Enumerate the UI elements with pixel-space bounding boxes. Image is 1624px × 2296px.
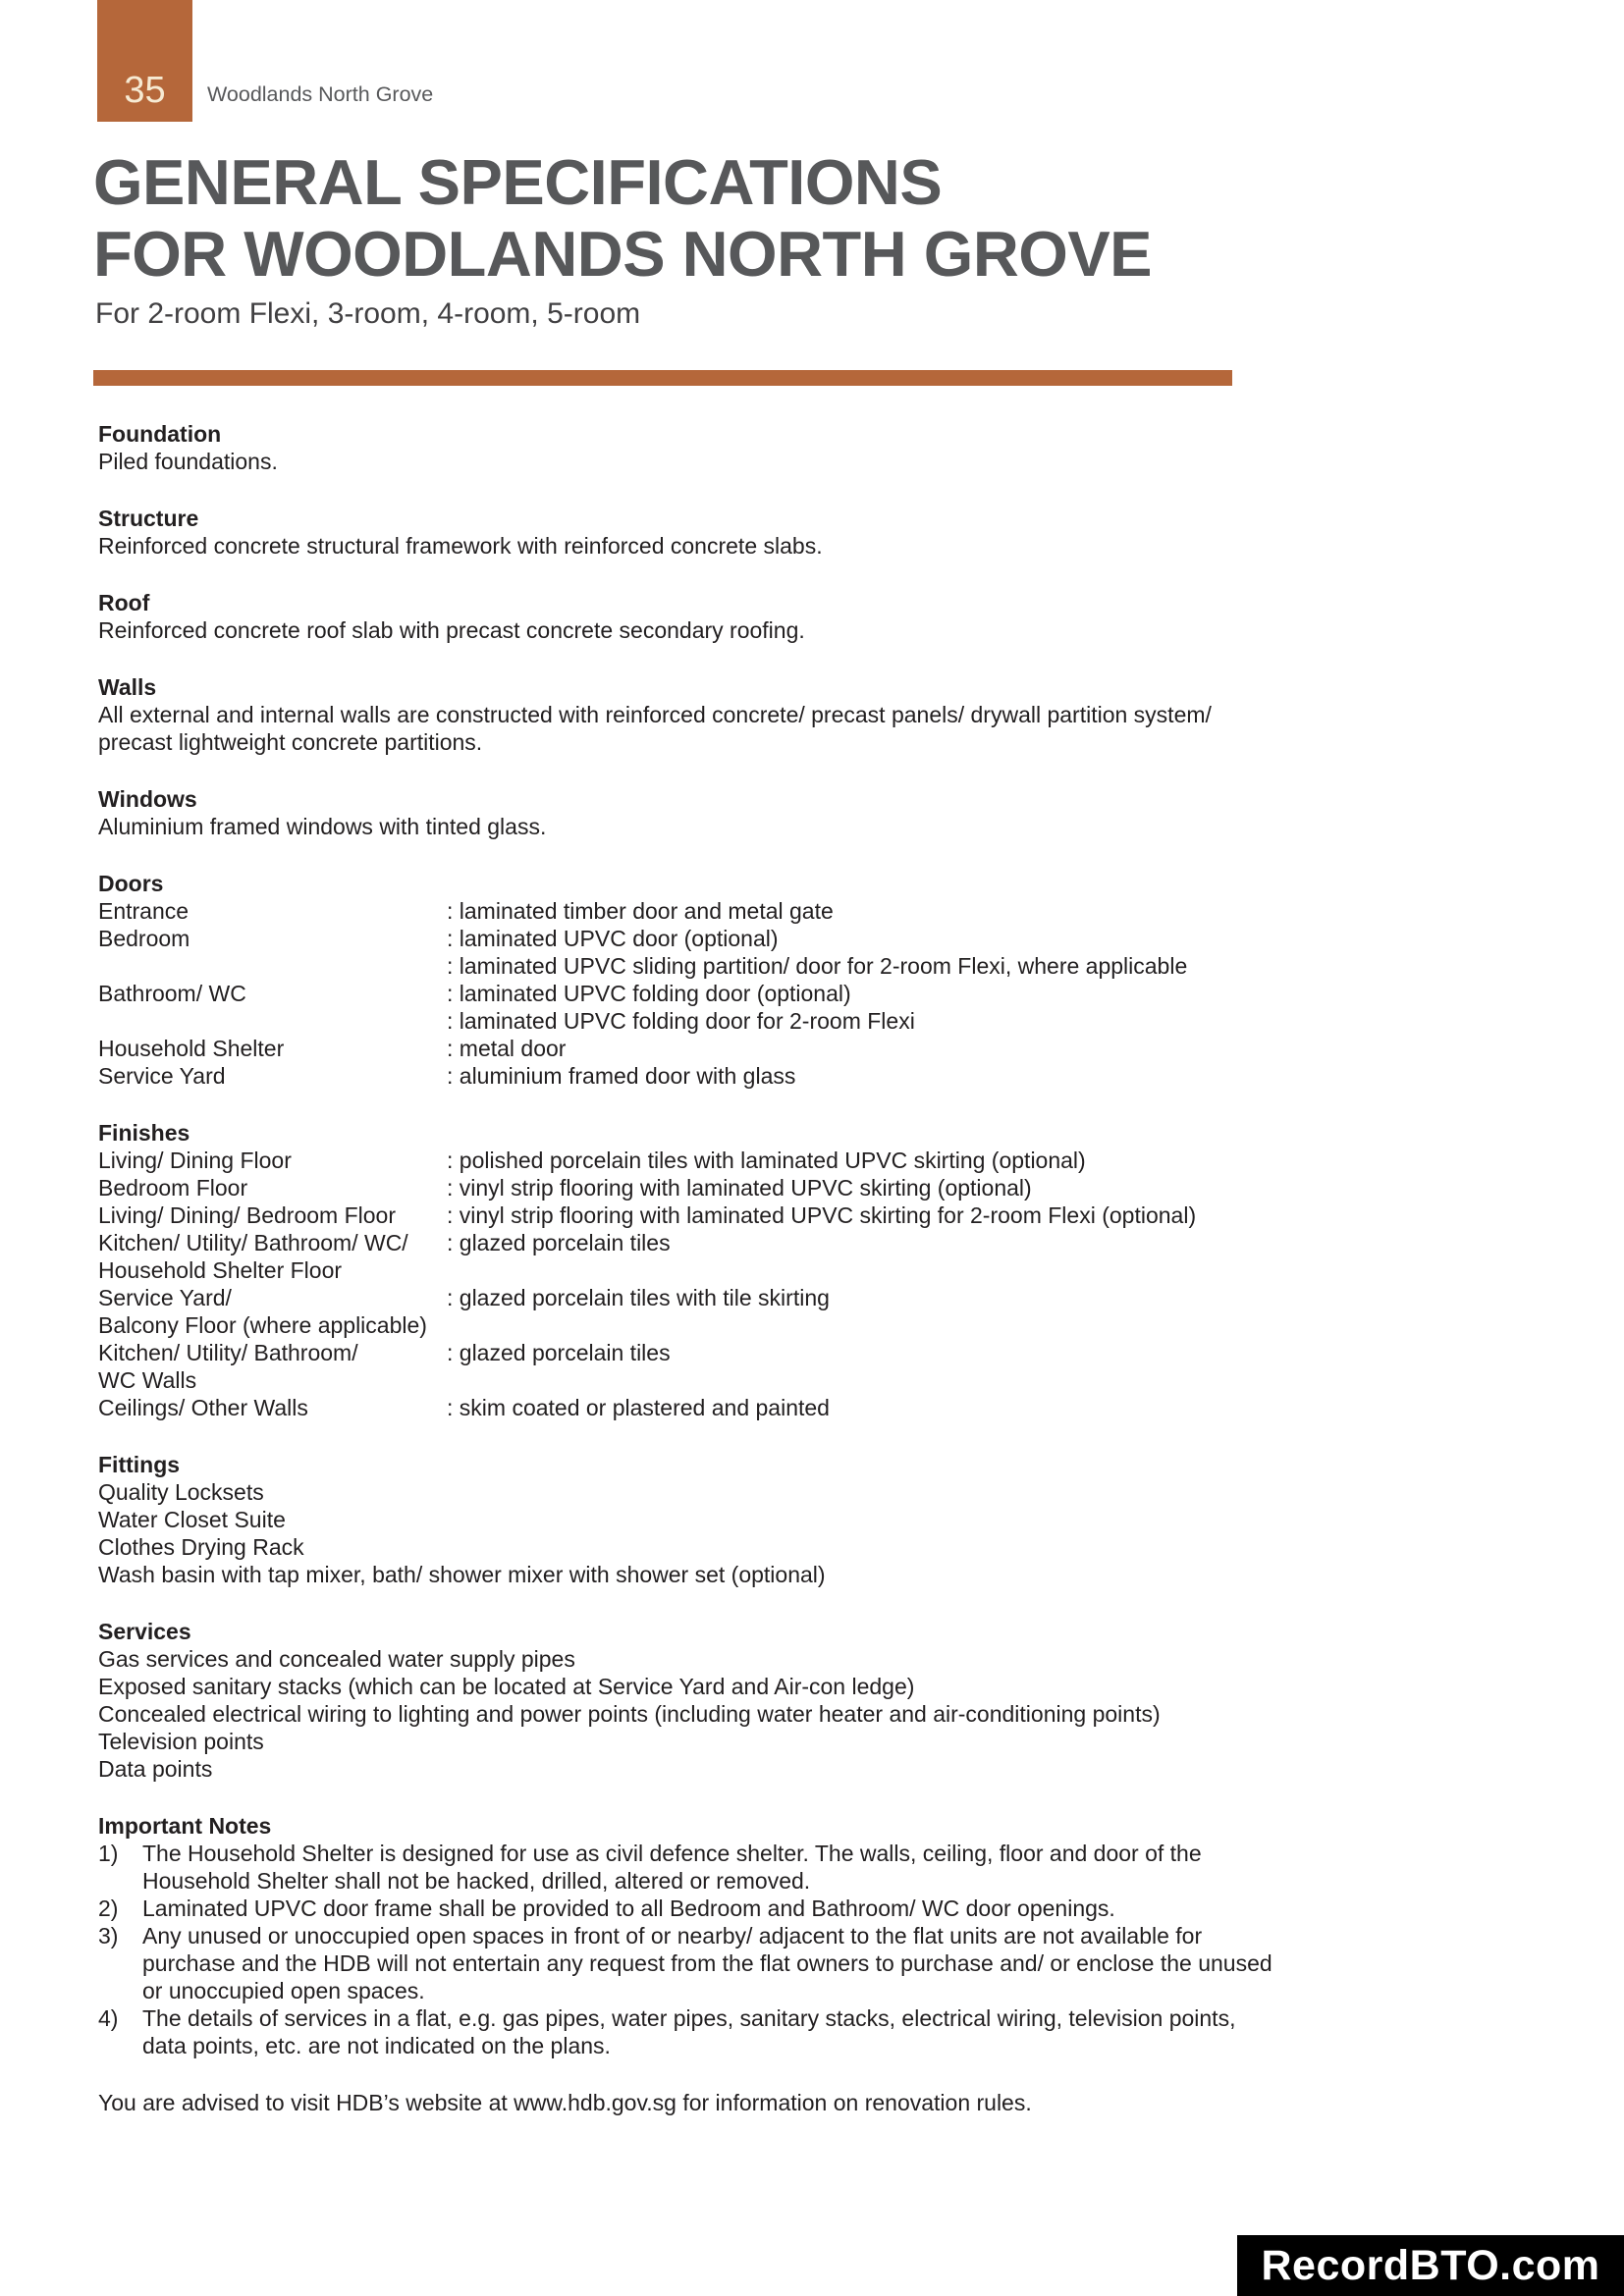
spec-label: Bedroom bbox=[98, 926, 190, 951]
section-heading: Fittings bbox=[98, 1452, 181, 1477]
spec-value: : laminated UPVC door (optional) bbox=[447, 926, 779, 951]
body-line: Exposed sanitary stacks (which can be located at Service Yard and Air-con ledge) bbox=[98, 1674, 915, 1699]
spec-label: Ceilings/ Other Walls bbox=[98, 1395, 308, 1420]
section-heading: Roof bbox=[98, 590, 150, 615]
spec-value: : polished porcelain tiles with laminated UPVC skirting (optional) bbox=[447, 1148, 1086, 1173]
spec-label: Living/ Dining Floor bbox=[98, 1148, 292, 1173]
section-important-notes bbox=[98, 1812, 1386, 2059]
spec-value: : glazed porcelain tiles with tile skirting bbox=[447, 1285, 830, 1310]
note-text bbox=[142, 1840, 1386, 1895]
section-heading: Services bbox=[98, 1619, 191, 1644]
spec-label: Kitchen/ Utility/ Bathroom/ WC/ bbox=[98, 1230, 408, 1255]
body-line: Piled foundations. bbox=[98, 449, 278, 474]
section-heading: Foundation bbox=[98, 421, 222, 447]
spec-value: : glazed porcelain tiles bbox=[447, 1340, 671, 1365]
section-heading: Important Notes bbox=[98, 1813, 272, 1839]
note-text bbox=[142, 1895, 1386, 1922]
note-line: Laminated UPVC door frame shall be provided to all Bedroom and Bathroom/ WC door openings. bbox=[142, 1896, 1115, 1921]
page-subtitle: For 2-room Flexi, 3-room, 4-room, 5-room bbox=[95, 297, 641, 330]
body-line: Clothes Drying Rack bbox=[98, 1534, 304, 1560]
note-text bbox=[142, 1922, 1386, 2004]
page-title-line-1: GENERAL SPECIFICATIONS bbox=[93, 146, 943, 218]
section-heading: Structure bbox=[98, 506, 199, 531]
spec-value: : skim coated or plastered and painted bbox=[447, 1395, 830, 1420]
section-doors bbox=[98, 870, 1386, 1090]
section-foundation bbox=[98, 420, 1386, 475]
spec-value: : laminated UPVC folding door (optional) bbox=[447, 981, 851, 1006]
header-project-name: Woodlands North Grove bbox=[207, 82, 434, 106]
spec-row bbox=[98, 1394, 1386, 1421]
section-finishes bbox=[98, 1119, 1386, 1421]
body-line: Reinforced concrete roof slab with precast concrete secondary roofing. bbox=[98, 617, 805, 643]
spec-label: Household Shelter bbox=[98, 1036, 285, 1061]
note-line: data points, etc. are not indicated on the plans. bbox=[142, 2033, 611, 2058]
spec-row bbox=[98, 1007, 1386, 1035]
section-roof bbox=[98, 589, 1386, 644]
specifications-content bbox=[98, 412, 1386, 2116]
body-line: Aluminium framed windows with tinted glass. bbox=[98, 814, 547, 839]
spec-label bbox=[98, 952, 447, 980]
section-windows bbox=[98, 785, 1386, 840]
note-number: 1) bbox=[98, 1841, 119, 1866]
spec-label: Service Yard bbox=[98, 1063, 226, 1089]
spec-value: : metal door bbox=[447, 1036, 567, 1061]
spec-row bbox=[98, 1311, 1386, 1339]
watermark-text: RecordBTO.com bbox=[1261, 2241, 1600, 2289]
body-line: Wash basin with tap mixer, bath/ shower mixer with shower set (optional) bbox=[98, 1562, 826, 1587]
section-structure bbox=[98, 505, 1386, 560]
section-heading: Walls bbox=[98, 674, 157, 700]
body-line: Television points bbox=[98, 1729, 264, 1754]
spec-row bbox=[98, 1256, 1386, 1284]
body-line: All external and internal walls are constructed with reinforced concrete/ precast panels/ drywall partition system/ bbox=[98, 702, 1212, 727]
body-line: precast lightweight concrete partitions. bbox=[98, 729, 483, 755]
spec-label: Entrance bbox=[98, 898, 189, 924]
note-line: The Household Shelter is designed for use as civil defence shelter. The walls, ceiling, floor and door of the bbox=[142, 1841, 1202, 1866]
spec-row bbox=[98, 925, 1386, 952]
spec-row bbox=[98, 1284, 1386, 1311]
spec-row bbox=[98, 1174, 1386, 1201]
spec-label: Living/ Dining/ Bedroom Floor bbox=[98, 1202, 396, 1228]
important-note bbox=[98, 1922, 1386, 2004]
spec-value bbox=[447, 1366, 1386, 1394]
note-line: or unoccupied open spaces. bbox=[142, 1978, 425, 2003]
note-line: Any unused or unoccupied open spaces in front of or nearby/ adjacent to the flat units are not available for bbox=[142, 1923, 1203, 1949]
note-number: 4) bbox=[98, 2005, 119, 2031]
important-note bbox=[98, 1840, 1386, 1895]
spec-value: : vinyl strip flooring with laminated UPVC skirting (optional) bbox=[447, 1175, 1032, 1201]
body-line: Data points bbox=[98, 1756, 213, 1782]
important-note bbox=[98, 2004, 1386, 2059]
spec-row bbox=[98, 1201, 1386, 1229]
spec-value: : glazed porcelain tiles bbox=[447, 1230, 671, 1255]
section-fittings bbox=[98, 1451, 1386, 1588]
spec-label: Bedroom Floor bbox=[98, 1175, 248, 1201]
renovation-advisory-note: You are advised to visit HDB’s website at www.hdb.gov.sg for information on renovation rules. bbox=[98, 2090, 1032, 2115]
spec-value: : laminated timber door and metal gate bbox=[447, 898, 834, 924]
body-line: Water Closet Suite bbox=[98, 1507, 286, 1532]
spec-value: : vinyl strip flooring with laminated UPVC skirting for 2-room Flexi (optional) bbox=[447, 1202, 1197, 1228]
page-number-badge bbox=[97, 0, 192, 122]
watermark-banner bbox=[1237, 2235, 1624, 2296]
section-heading: Windows bbox=[98, 786, 197, 812]
note-text bbox=[142, 2004, 1386, 2059]
note-number: 3) bbox=[98, 1923, 119, 1949]
spec-row bbox=[98, 952, 1386, 980]
spec-row bbox=[98, 1339, 1386, 1366]
section-walls bbox=[98, 673, 1386, 756]
spec-label: Balcony Floor (where applicable) bbox=[98, 1312, 427, 1338]
spec-value bbox=[447, 1311, 1386, 1339]
spec-row bbox=[98, 1366, 1386, 1394]
important-note bbox=[98, 1895, 1386, 1922]
spec-row bbox=[98, 897, 1386, 925]
spec-value: : aluminium framed door with glass bbox=[447, 1063, 796, 1089]
spec-row bbox=[98, 1229, 1386, 1256]
spec-row bbox=[98, 1035, 1386, 1062]
spec-label: Kitchen/ Utility/ Bathroom/ bbox=[98, 1340, 358, 1365]
spec-label bbox=[98, 1007, 447, 1035]
section-heading: Doors bbox=[98, 871, 164, 896]
accent-divider-bar bbox=[93, 370, 1232, 386]
spec-label: WC Walls bbox=[98, 1367, 197, 1393]
spec-value: : laminated UPVC folding door for 2-room Flexi bbox=[447, 1008, 915, 1034]
body-line: Concealed electrical wiring to lighting and power points (including water heater and air-conditioning points) bbox=[98, 1701, 1161, 1727]
spec-value: : laminated UPVC sliding partition/ door for 2-room Flexi, where applicable bbox=[447, 953, 1188, 979]
body-line: Gas services and concealed water supply pipes bbox=[98, 1646, 575, 1672]
spec-label: Service Yard/ bbox=[98, 1285, 232, 1310]
spec-row bbox=[98, 980, 1386, 1007]
page-title bbox=[93, 146, 1152, 290]
spec-label: Household Shelter Floor bbox=[98, 1257, 343, 1283]
body-line: Reinforced concrete structural framework with reinforced concrete slabs. bbox=[98, 533, 823, 559]
spec-row bbox=[98, 1147, 1386, 1174]
note-line: Household Shelter shall not be hacked, drilled, altered or removed. bbox=[142, 1868, 811, 1894]
page-title-line-2: FOR WOODLANDS NORTH GROVE bbox=[93, 218, 1153, 290]
spec-value bbox=[447, 1256, 1386, 1284]
note-line: purchase and the HDB will not entertain any request from the flat owners to purchase and/ or enclose the unused bbox=[142, 1950, 1272, 1976]
note-line: The details of services in a flat, e.g. gas pipes, water pipes, sanitary stacks, electrical wiring, television points, bbox=[142, 2005, 1236, 2031]
note-number: 2) bbox=[98, 1896, 119, 1921]
section-heading: Finishes bbox=[98, 1120, 190, 1146]
section-services bbox=[98, 1618, 1386, 1783]
spec-label: Bathroom/ WC bbox=[98, 981, 246, 1006]
spec-row bbox=[98, 1062, 1386, 1090]
body-line: Quality Locksets bbox=[98, 1479, 264, 1505]
page-number: 35 bbox=[124, 70, 166, 111]
